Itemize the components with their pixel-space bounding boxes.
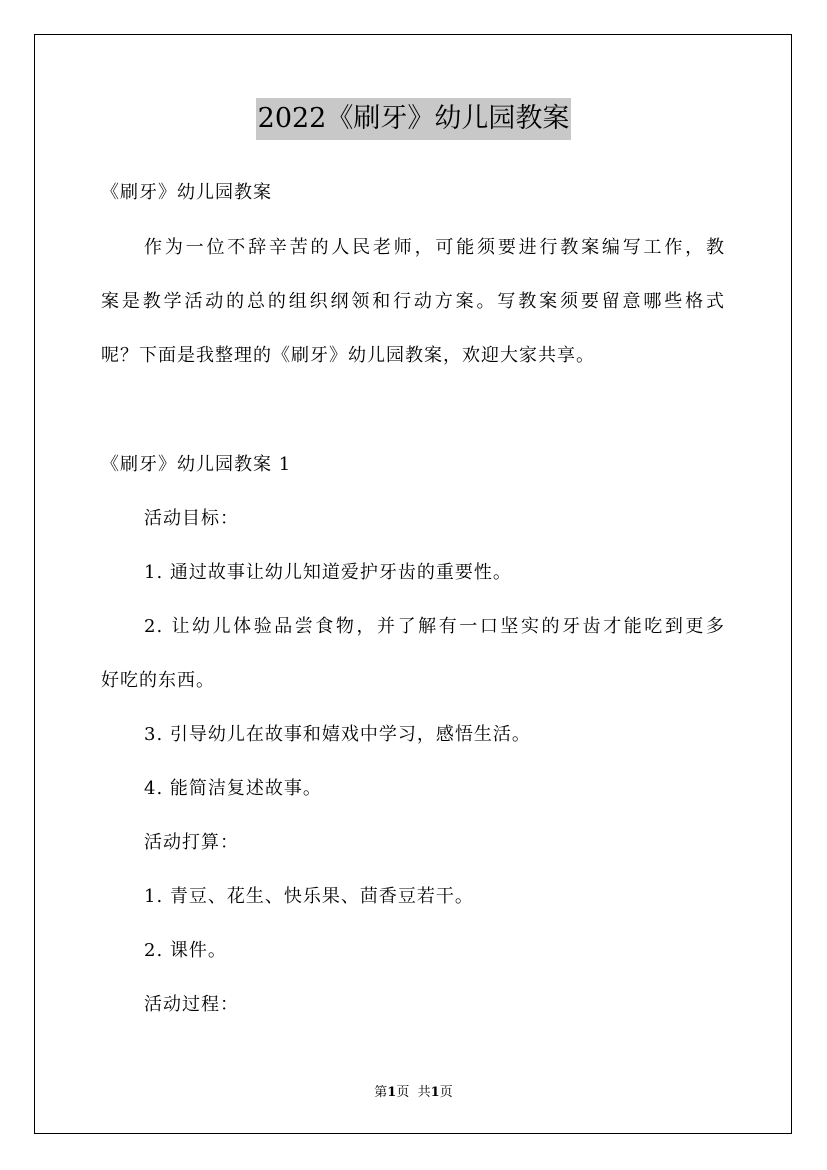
goal-item-2: 2. 让幼儿体验品尝食物，并了解有一口坚实的牙齿才能吃到更多 bbox=[144, 616, 725, 637]
section-title: 《刷牙》幼儿园教案 1 bbox=[101, 454, 292, 475]
prep-item-1: 1. 青豆、花生、快乐果、茴香豆若干。 bbox=[144, 886, 474, 907]
document-subtitle: 《刷牙》幼儿园教案 bbox=[101, 182, 272, 203]
document-title: 2022《刷牙》幼儿园教案 bbox=[256, 98, 572, 140]
page-footer bbox=[0, 1084, 827, 1102]
footer-total-suffix: 页 bbox=[439, 1085, 453, 1100]
intro-line-2: 案是教学活动的总的组织纲领和行动方案。写教案须要留意哪些格式 bbox=[101, 291, 725, 312]
footer-page-suffix: 页 bbox=[396, 1085, 410, 1100]
title-container bbox=[0, 98, 827, 140]
goal-item-1: 1. 通过故事让幼儿知道爱护牙齿的重要性。 bbox=[144, 562, 512, 583]
footer-page-prefix: 第 bbox=[374, 1085, 388, 1100]
goal-item-4: 4. 能简洁复述故事。 bbox=[144, 778, 322, 799]
goal-item-2-cont: 好吃的东西。 bbox=[101, 670, 215, 691]
footer-total-number: 1 bbox=[430, 1085, 440, 1100]
intro-line-3: 呢？下面是我整理的《刷牙》幼儿园教案，欢迎大家共享。 bbox=[101, 345, 595, 366]
prep-item-2: 2. 课件。 bbox=[144, 940, 227, 961]
footer-page-number: 1 bbox=[387, 1085, 397, 1100]
footer-total-prefix: 共 bbox=[417, 1085, 431, 1100]
goals-heading: 活动目标： bbox=[144, 508, 239, 529]
prep-heading: 活动打算： bbox=[144, 832, 239, 853]
goal-item-3: 3. 引导幼儿在故事和嬉戏中学习，感悟生活。 bbox=[144, 724, 531, 745]
intro-line-1: 作为一位不辞辛苦的人民老师，可能须要进行教案编写工作，教 bbox=[144, 237, 725, 258]
process-heading: 活动过程： bbox=[144, 994, 239, 1015]
